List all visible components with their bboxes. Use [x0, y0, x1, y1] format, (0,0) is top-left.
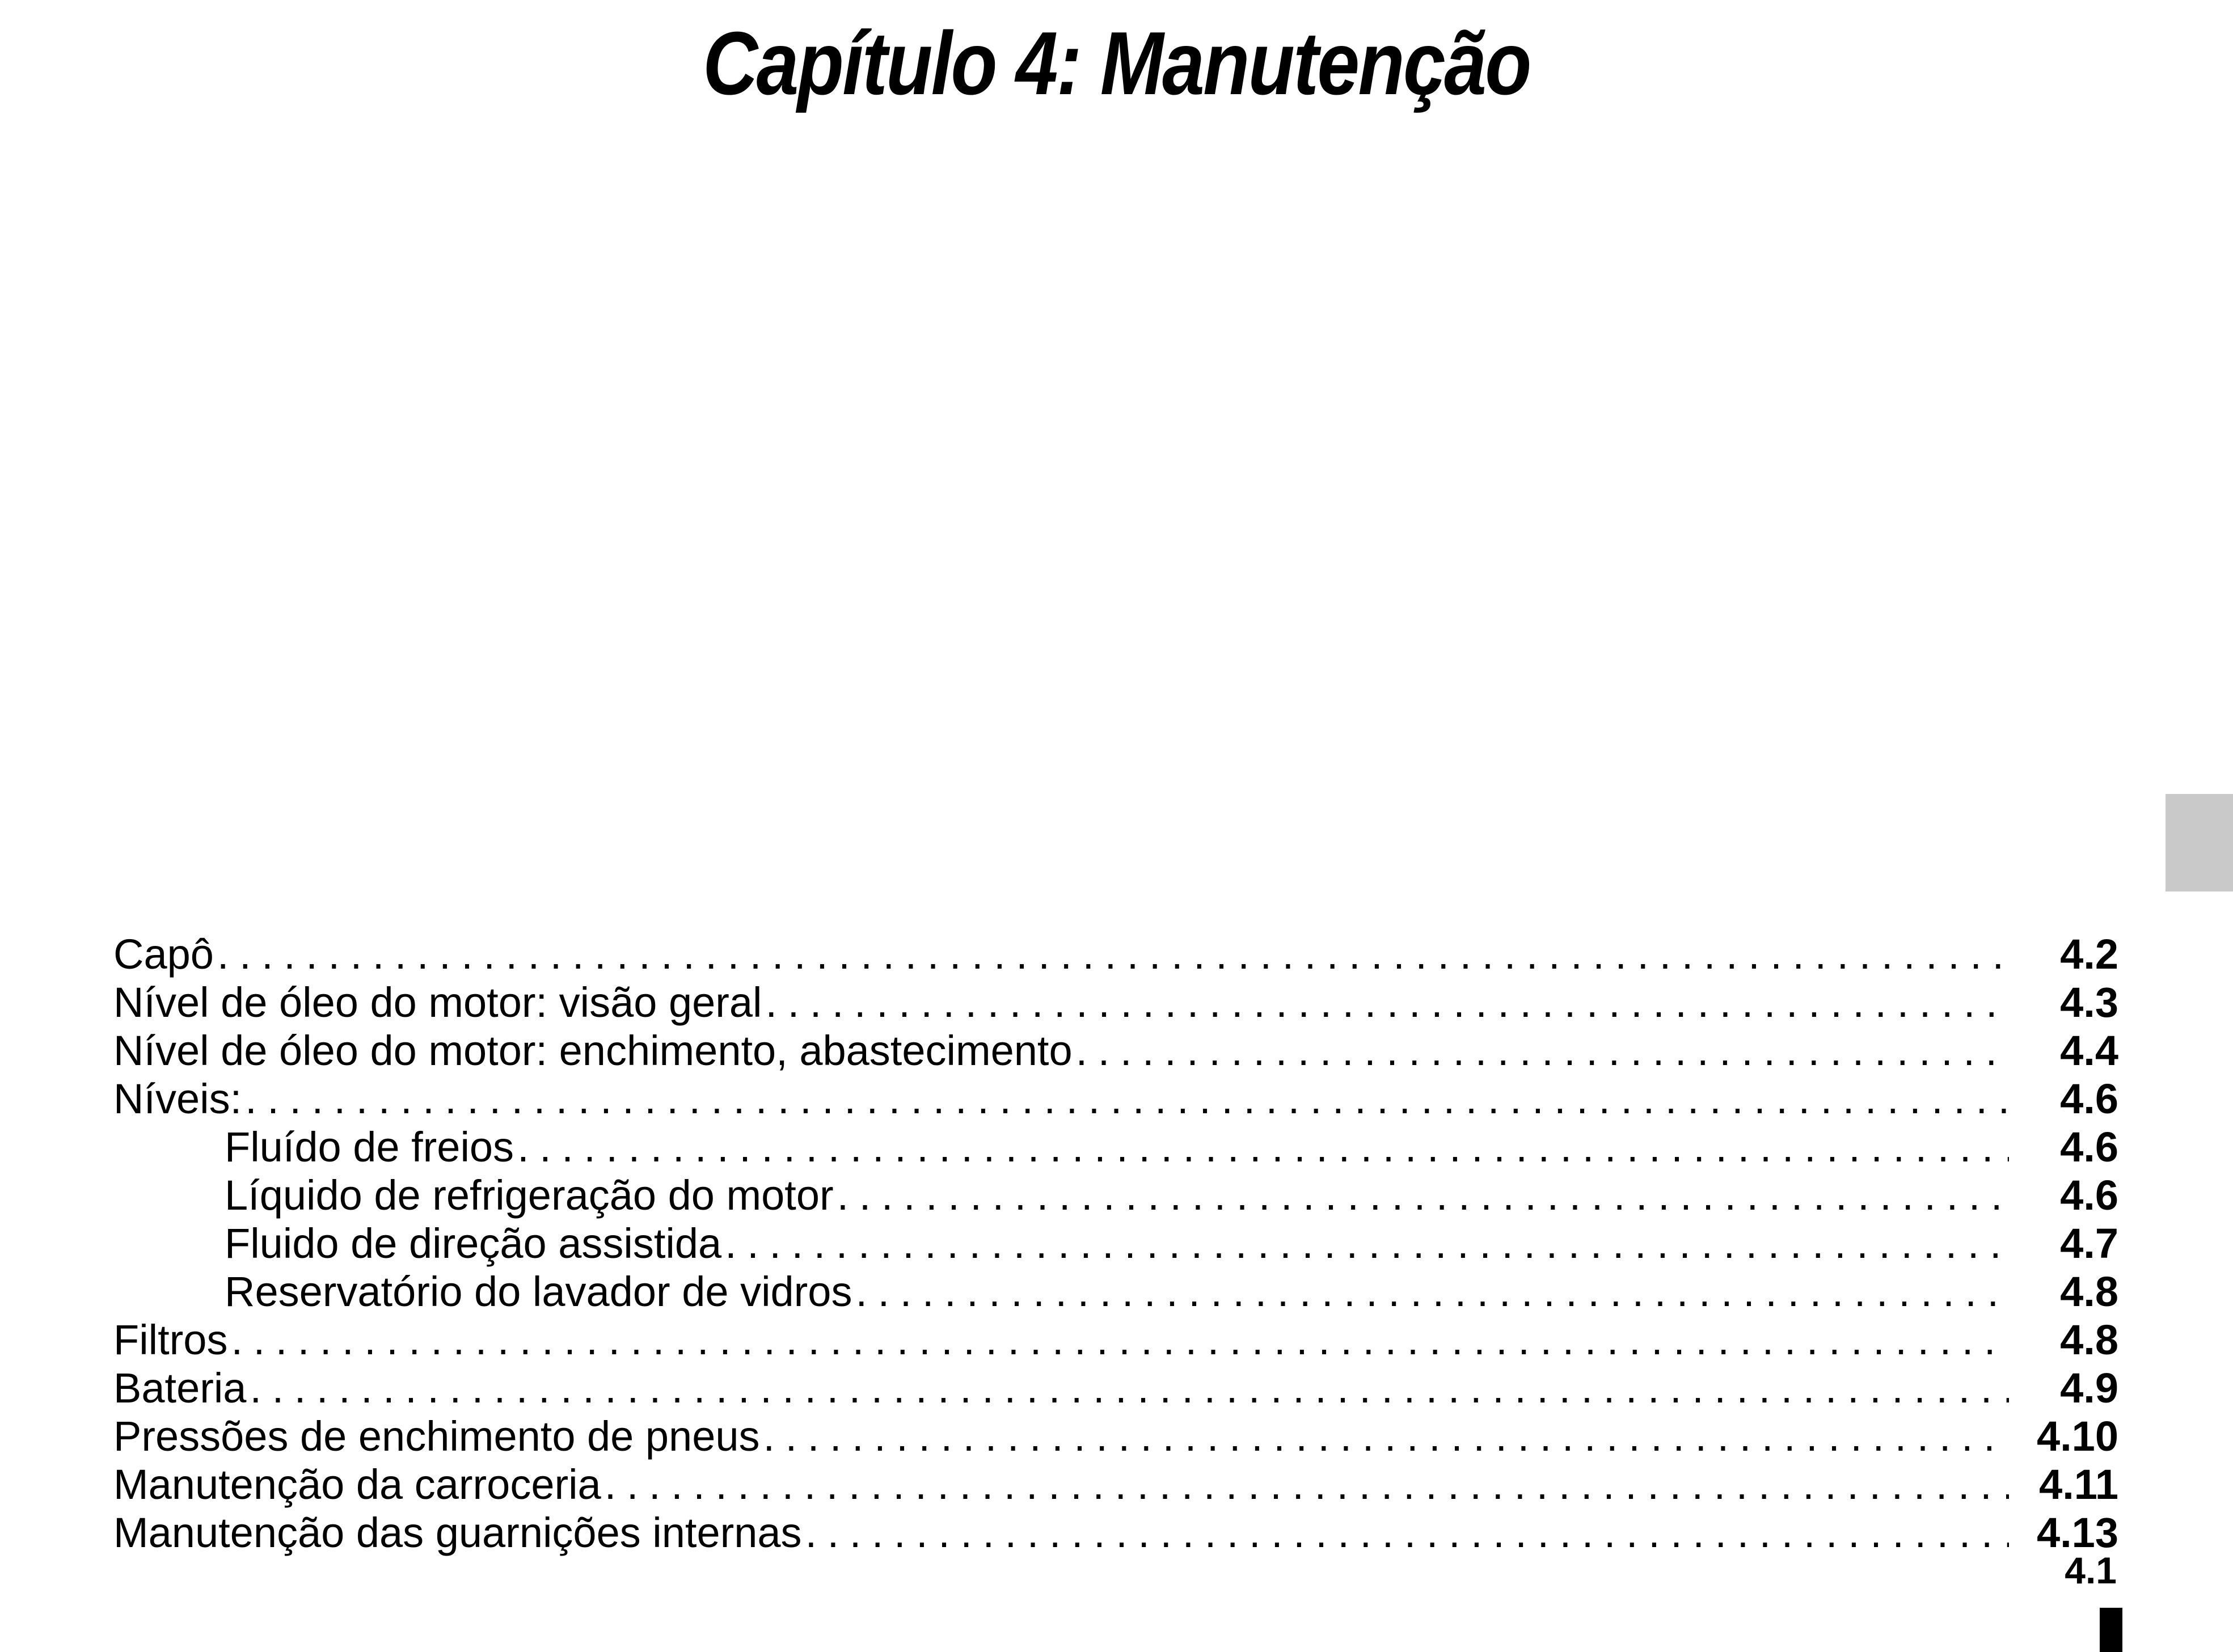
toc-row[interactable]: [113, 1267, 2118, 1316]
dot-leader: [721, 1219, 2009, 1267]
toc-entry-page: 4.3: [2060, 979, 2118, 1026]
toc-row[interactable]: [113, 1123, 2118, 1171]
section-tab: [2166, 794, 2233, 892]
toc-entry-page: 4.13: [2036, 1509, 2118, 1556]
toc-row[interactable]: [113, 1075, 2118, 1123]
toc-row[interactable]: [113, 1509, 2118, 1557]
toc-entry-page: 4.8: [2060, 1316, 2118, 1363]
dot-leader: [214, 930, 2009, 978]
table-of-contents: [113, 930, 2118, 1557]
toc-entry-label: Manutenção das guarnições internas: [113, 1509, 802, 1556]
dot-leader: [834, 1171, 2009, 1219]
toc-row[interactable]: [113, 930, 2118, 978]
footer-print-mark: [2100, 1608, 2122, 1652]
dot-leader: [242, 1075, 2009, 1123]
toc-entry-page: 4.9: [2060, 1364, 2118, 1412]
toc-row[interactable]: [113, 1364, 2118, 1412]
toc-row[interactable]: [113, 978, 2118, 1026]
toc-row[interactable]: [113, 1219, 2118, 1267]
toc-entry-label: Nível de óleo do motor: visão geral: [113, 979, 762, 1026]
dot-leader: [762, 978, 2010, 1026]
toc-row[interactable]: [113, 1026, 2118, 1075]
toc-entry-page: 4.6: [2060, 1172, 2118, 1219]
toc-entry-label: Nível de óleo do motor: enchimento, abastecimento: [113, 1027, 1073, 1074]
dot-leader: [1073, 1026, 2009, 1075]
toc-entry-label: Manutenção da carroceria: [113, 1461, 601, 1508]
toc-entry-label: Pressões de enchimento de pneus: [113, 1413, 760, 1460]
toc-entry-page: 4.6: [2060, 1075, 2118, 1122]
toc-entry-page: 4.6: [2060, 1123, 2118, 1171]
toc-entry-label: Níveis:: [113, 1075, 242, 1122]
dot-leader: [852, 1267, 2009, 1316]
dot-leader: [227, 1316, 2009, 1364]
dot-leader: [246, 1364, 2009, 1412]
toc-entry-page: 4.4: [2060, 1027, 2118, 1074]
toc-entry-label: Filtros: [113, 1316, 228, 1363]
toc-entry-label: Fluido de direção assistida: [225, 1220, 722, 1267]
dot-leader: [760, 1412, 2009, 1460]
toc-row[interactable]: [113, 1171, 2118, 1219]
dot-leader: [601, 1460, 2009, 1509]
toc-entry-label: Reservatório do lavador de vidros: [225, 1268, 852, 1315]
toc-entry-page: 4.11: [2039, 1461, 2118, 1508]
chapter-title: Capítulo 4: Manutenção: [703, 14, 1530, 113]
page-number: 4.1: [2065, 1549, 2117, 1591]
dot-leader: [514, 1123, 2009, 1171]
toc-entry-page: 4.10: [2036, 1413, 2118, 1460]
toc-entry-page: 4.8: [2060, 1268, 2118, 1315]
toc-entry-label: Capô: [113, 931, 214, 978]
toc-row[interactable]: [113, 1412, 2118, 1460]
toc-entry-label: Bateria: [113, 1364, 247, 1412]
dot-leader: [802, 1509, 2009, 1557]
toc-entry-label: Líquido de refrigeração do motor: [225, 1172, 834, 1219]
toc-row[interactable]: [113, 1316, 2118, 1364]
toc-row[interactable]: [113, 1460, 2118, 1509]
toc-entry-label: Fluído de freios: [225, 1123, 514, 1171]
toc-entry-page: 4.2: [2060, 931, 2118, 978]
toc-entry-page: 4.7: [2060, 1220, 2118, 1267]
